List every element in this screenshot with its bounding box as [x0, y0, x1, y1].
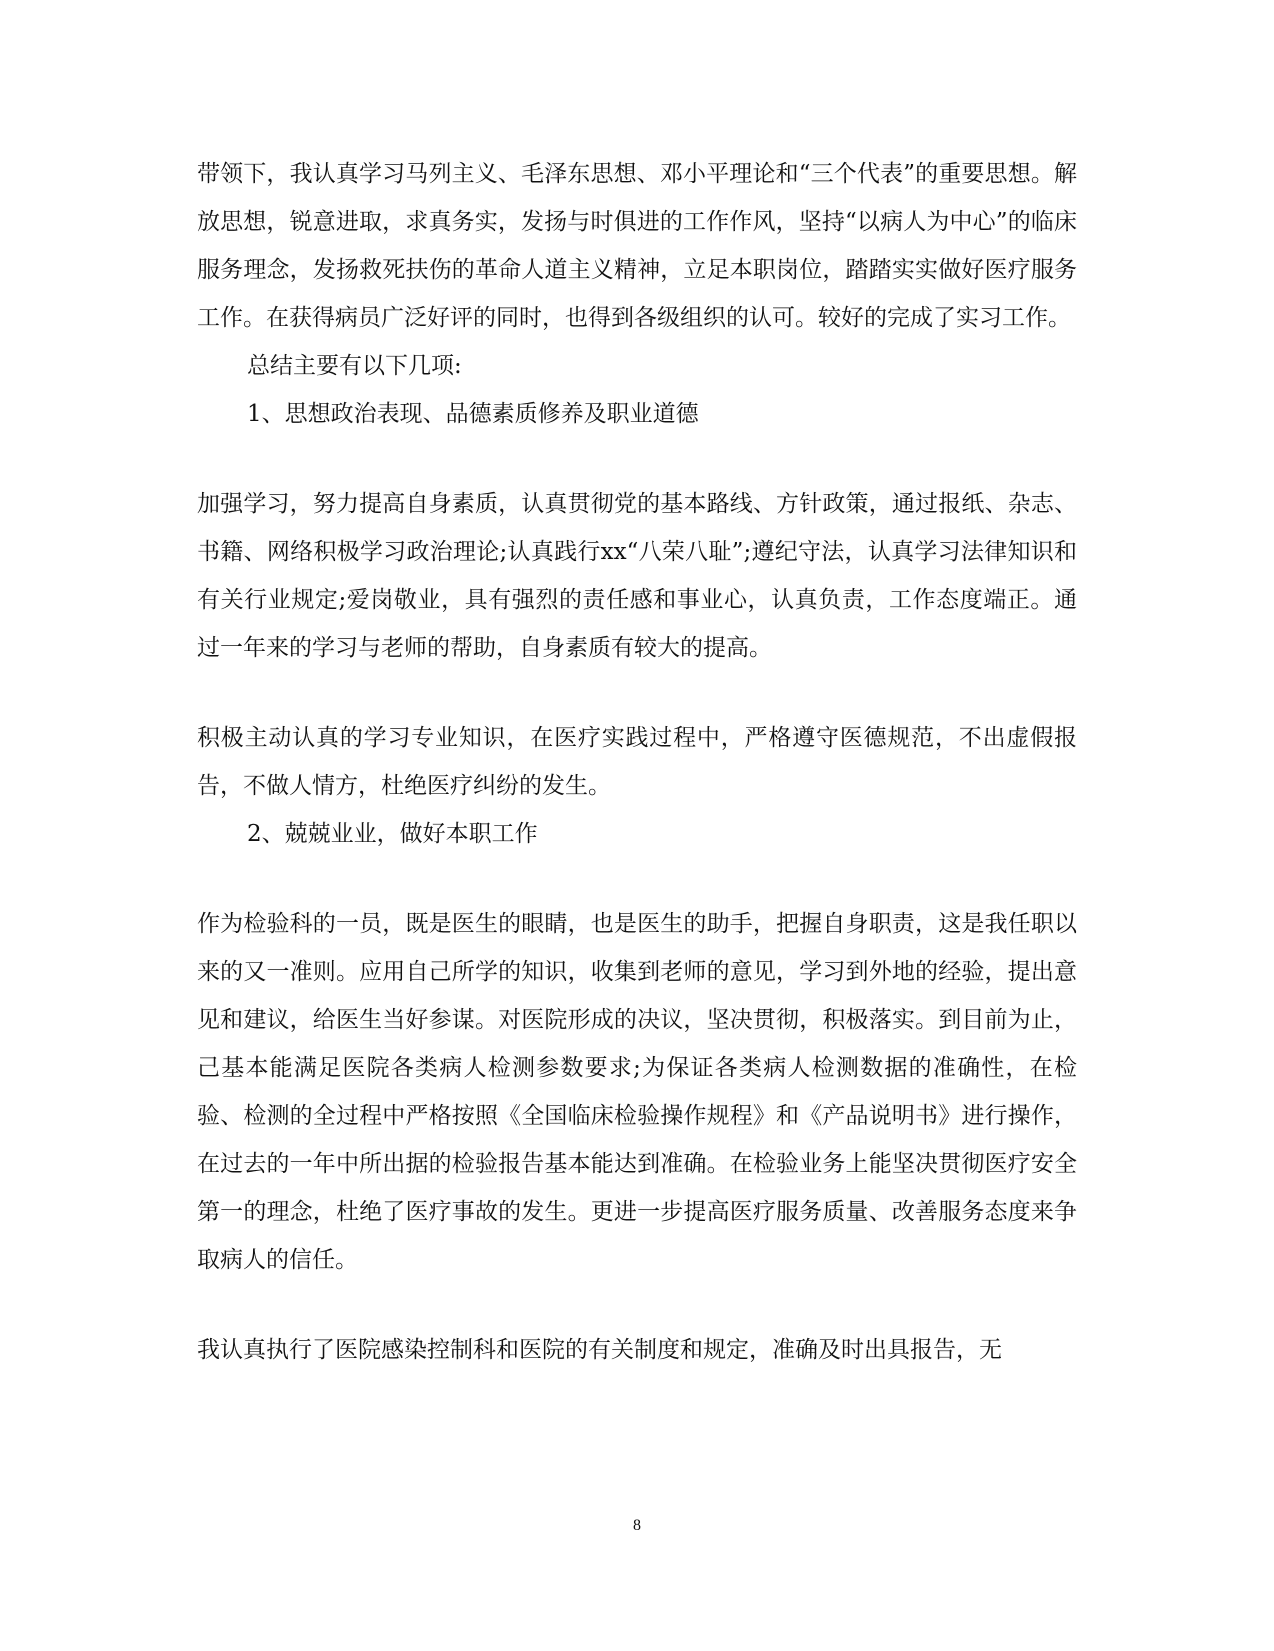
section-heading-2: 2、兢兢业业，做好本职工作 [247, 821, 538, 847]
paragraph-summary-intro: 总结主要有以下几项: [247, 353, 462, 379]
section-heading-1: 1、思想政治表现、品德素质修养及职业道德 [247, 401, 699, 427]
paragraph-political-study: 加强学习，努力提高自身素质，认真贯彻党的基本路线、方针政策，通过报纸、杂志、书籍、网络积极学习政治理论;认真践行xx“八荣八耻”;遵纪守法，认真学习法律知识和有关行业规定;爱岗敬业，具有强烈的责任感和事业心，认真负责，工作态度端正。通过一年来的学习与老师的帮助，自身素质有较大的提高。 [197, 491, 1077, 661]
page-number: 8 [633, 1517, 641, 1534]
paragraph-infection-control: 我认真执行了医院感染控制科和医院的有关制度和规定，准确及时出具报告，无 [197, 1337, 1002, 1363]
document-body [197, 150, 1077, 1374]
paragraph-lab-duties: 作为检验科的一员，既是医生的眼睛，也是医生的助手，把握自身职责，这是我任职以来的又一准则。应用自己所学的知识，收集到老师的意见，学习到外地的经验，提出意见和建议，给医生当好参谋。对医院形成的决议，坚决贯彻，积极落实。到目前为止，己基本能满足医院各类病人检测参数要求;为保证各类病人检测数据的准确性，在检验、检测的全过程中严格按照《全国临床检验操作规程》和《产品说明书》进行操作，在过去的一年中所出据的检验报告基本能达到准确。在检验业务上能坚决贯彻医疗安全第一的理念，杜绝了医疗事故的发生。更进一步提高医疗服务质量、改善服务态度来争取病人的信任。 [197, 911, 1077, 1273]
paragraph-professional-study: 积极主动认真的学习专业知识，在医疗实践过程中，严格遵守医德规范，不出虚假报告，不做人情方，杜绝医疗纠纷的发生。 [197, 725, 1077, 799]
paragraph-leadership-study: 带领下，我认真学习马列主义、毛泽东思想、邓小平理论和“三个代表”的重要思想。解放思想，锐意进取，求真务实，发扬与时俱进的工作作风，坚持“以病人为中心”的临床服务理念，发扬救死扶伤的革命人道主义精神，立足本职岗位，踏踏实实做好医疗服务工作。在获得病员广泛好评的同时，也得到各级组织的认可。较好的完成了实习工作。 [197, 161, 1077, 331]
